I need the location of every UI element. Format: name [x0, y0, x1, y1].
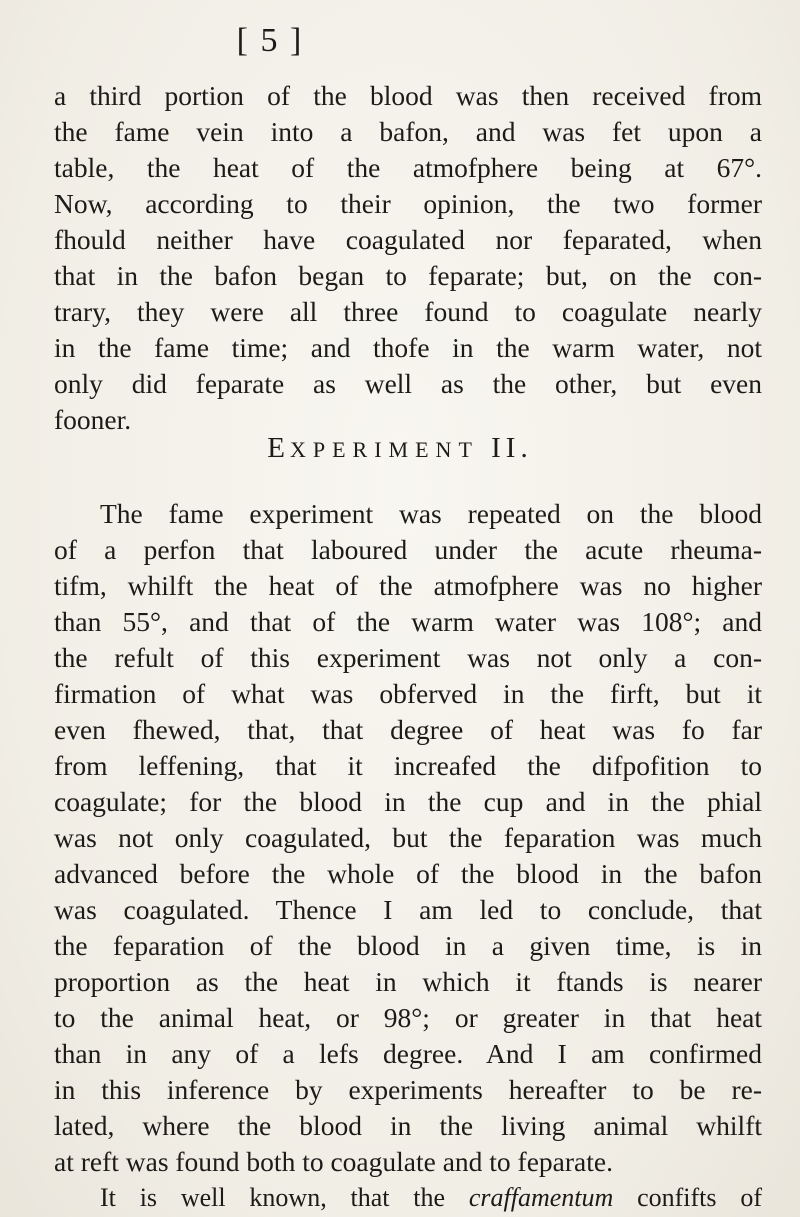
text-line: even fhewed, that, that degree of heat was fo far	[54, 714, 762, 745]
text-line: lated, where the blood in the living animal whilft	[54, 1110, 762, 1141]
text-line: from leffening, that it increafed the difpofition to	[54, 750, 762, 781]
text-line: The fame experiment was repeated on the blood	[100, 498, 762, 529]
heading-small-caps: XPERIMENT	[290, 437, 479, 462]
text-line: than in any of a lefs degree. And I am confirmed	[54, 1038, 762, 1069]
text-line: that in the bafon began to feparate; but, on the con-	[54, 260, 762, 291]
text-line: at reft was found both to coagulate and to feparate.	[54, 1146, 613, 1177]
heading-numeral: II.	[491, 432, 533, 464]
text-line: was coagulated. Thence I am led to conclude, that	[54, 894, 762, 925]
text-line: in the fame time; and thofe in the warm water, not	[54, 332, 762, 363]
text-span: It is well known, that the	[100, 1183, 469, 1212]
text-span: confifts of	[613, 1183, 762, 1212]
text-line: coagulate; for the blood in the cup and in the phial	[54, 786, 762, 817]
text-line: the feparation of the blood in a given time, is in	[54, 930, 762, 961]
italic-term: craffamentum	[468, 1183, 614, 1212]
text-line: advanced before the whole of the blood in the bafon	[54, 858, 762, 889]
text-line: the fame vein into a bafon, and was fet upon a	[54, 116, 762, 147]
text-line: Now, according to their opinion, the two former	[54, 188, 762, 219]
text-line: the refult of this experiment was not only a con-	[54, 642, 762, 673]
section-heading	[0, 432, 800, 465]
heading-initial: E	[267, 432, 290, 464]
text-line: trary, they were all three found to coagulate nearly	[54, 296, 762, 327]
text-line: proportion as the heat in which it ftands is nearer	[54, 966, 762, 997]
text-line: of a perfon that laboured under the acute rheuma-	[54, 534, 762, 565]
text-line: to the animal heat, or 98°; or greater in that heat	[54, 1002, 762, 1033]
text-line: a third portion of the blood was then received from	[54, 80, 762, 111]
text-line: fooner.	[54, 404, 132, 435]
text-line: fhould neither have coagulated nor feparated, when	[54, 224, 762, 255]
text-line: only did feparate as well as the other, but even	[54, 368, 762, 399]
text-line: tifm, whilft the heat of the atmofphere was no higher	[54, 570, 762, 601]
text-line: than 55°, and that of the warm water was 108°; and	[54, 606, 762, 637]
text-line: table, the heat of the atmofphere being at 67°.	[54, 152, 762, 183]
text-line	[100, 1180, 762, 1216]
text-line: was not only coagulated, but the feparation was much	[54, 822, 762, 853]
page-number: [ 5 ]	[236, 22, 304, 59]
text-line: in this inference by experiments hereafter to be re-	[54, 1074, 762, 1105]
text-line: firmation of what was obferved in the firft, but it	[54, 678, 762, 709]
